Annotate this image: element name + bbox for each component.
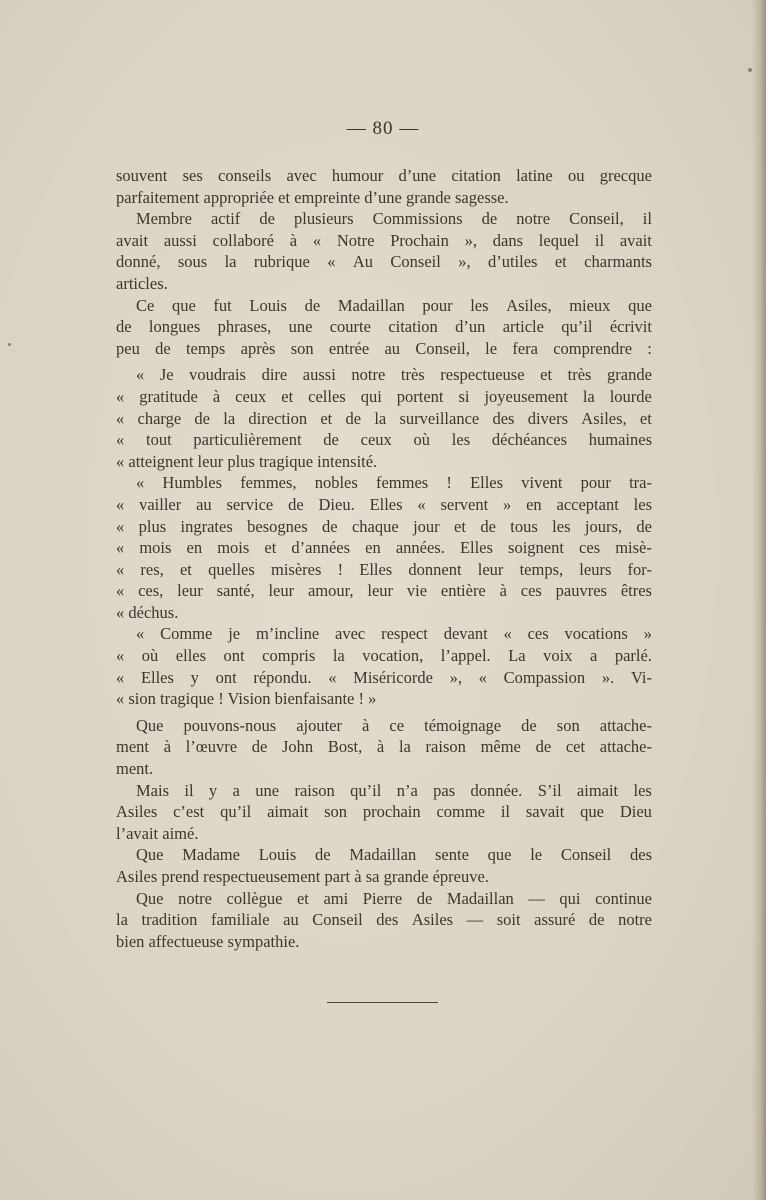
- text-line: avait aussi collaboré à « Notre Prochain », dans lequel il avait: [116, 230, 652, 250]
- text-line: de longues phrases, une courte citation d’un article qu’il écrivit: [116, 317, 652, 337]
- text-line: bien affectueuse sympathie.: [116, 931, 300, 951]
- page-edge-shadow: [752, 0, 766, 1200]
- text-line: Membre actif de plusieurs Commissions de notre Conseil, il: [136, 209, 652, 229]
- text-line: Mais il y a une raison qu’il n’a pas donnée. S’il aimait les: [136, 780, 652, 800]
- end-rule: [327, 1002, 438, 1003]
- text-line: donné, sous la rubrique « Au Conseil », d’utiles et charmants: [116, 252, 652, 272]
- text-line: « Je voudrais dire aussi notre très respectueuse et très grande: [136, 365, 652, 385]
- text-line: Que pouvons-nous ajouter à ce témoignage de son attache-: [136, 715, 652, 735]
- text-line: peu de temps après son entrée au Conseil, le fera comprendre :: [116, 338, 652, 358]
- text-line: Asiles prend respectueusement part à sa grande épreuve.: [116, 867, 489, 886]
- text-line: l’avait aimé.: [116, 823, 199, 843]
- text-line: « tout particulièrement de ceux où les déchéances humaines: [116, 430, 652, 450]
- text-line: Que Madame Louis de Madaillan sente que le Conseil des: [136, 845, 652, 865]
- text-line: « mois en mois et d’années en années. Elles soignent ces misè-: [116, 538, 652, 558]
- text-line: parfaitement appropriée et empreinte d’une grande sagesse.: [116, 187, 509, 207]
- paper-speck: [8, 343, 11, 346]
- text-line: « déchus.: [116, 602, 179, 622]
- text-line: ment à l’œuvre de John Bost, à la raison même de cet attache-: [116, 737, 652, 757]
- text-line: « Humbles femmes, nobles femmes ! Elles vivent pour tra-: [136, 473, 652, 493]
- text-line: « atteignent leur plus tragique intensité.: [116, 451, 378, 471]
- text-line: « charge de la direction et de la surveillance des divers Asiles, et: [116, 408, 652, 428]
- page-number: — 80 —: [346, 118, 420, 139]
- text-line: « ces, leur santé, leur amour, leur vie entière à ces pauvres êtres: [116, 581, 652, 601]
- text-line: « sion tragique ! Vision bienfaisante ! »: [116, 689, 377, 709]
- text-line: « gratitude à ceux et celles qui portent si joyeusement la lourde: [116, 386, 652, 406]
- text-line: souvent ses conseils avec humour d’une citation latine ou grecque: [116, 166, 652, 185]
- text-line: la tradition familiale au Conseil des Asiles — soit assuré de notre: [116, 910, 652, 930]
- text-line: « où elles ont compris la vocation, l’appel. La voix a parlé.: [116, 646, 652, 666]
- text-line: « Elles y ont répondu. « Miséricorde », « Compassion ». Vi-: [116, 667, 652, 687]
- text-line: « res, et quelles misères ! Elles donnent leur temps, leurs for-: [116, 559, 652, 579]
- text-line: « plus ingrates besognes de chaque jour et de tous les jours, de: [116, 516, 652, 536]
- text-line: Asiles c’est qu’il aimait son prochain comme il savait que Dieu: [116, 802, 652, 822]
- paper-speck: [748, 68, 752, 72]
- text-line: Ce que fut Louis de Madaillan pour les Asiles, mieux que: [136, 295, 652, 315]
- body-text: [116, 165, 652, 952]
- text-line: « vailler au service de Dieu. Elles « servent » en acceptant les: [116, 494, 652, 514]
- text-line: ment.: [116, 759, 154, 779]
- text-line: Que notre collègue et ami Pierre de Madaillan — qui continue: [136, 888, 652, 908]
- text-line: « Comme je m’incline avec respect devant « ces vocations »: [136, 624, 652, 644]
- text-line: articles.: [116, 273, 168, 293]
